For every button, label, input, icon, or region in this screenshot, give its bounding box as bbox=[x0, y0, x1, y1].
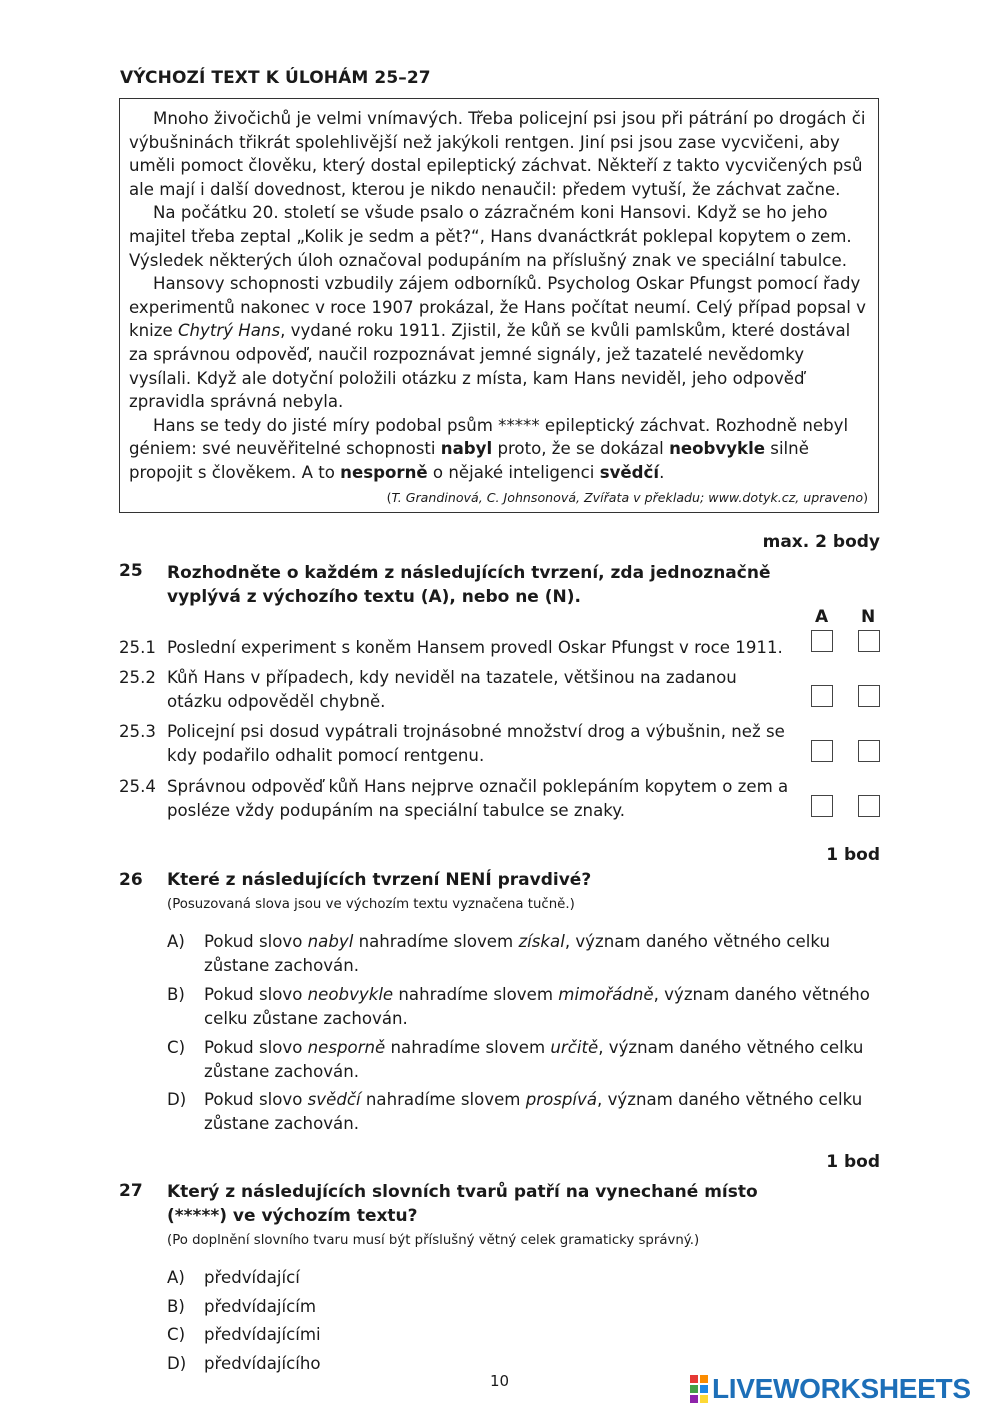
answer-box-25-1-a[interactable] bbox=[811, 630, 833, 652]
option-letter: D) bbox=[167, 1354, 187, 1373]
q25-points: max. 2 body bbox=[762, 532, 880, 552]
bold-word-nesporne: nesporně bbox=[340, 462, 428, 482]
q26-hint: (Posuzovaná slova jsou ve výchozím textu vyznačena tučně.) bbox=[167, 897, 575, 912]
option-letter: C) bbox=[167, 1325, 186, 1344]
q27-prompt: Který z následujících slovních tvarů patří na vynechané místo (*****) ve výchozím textu? bbox=[167, 1182, 758, 1226]
logo-square bbox=[690, 1375, 698, 1383]
liveworksheets-logo bbox=[690, 1373, 971, 1405]
q26-option-d[interactable]: Pokud slovo svědčí nahradíme slovem prospívá, význam daného větného celku zůstane zachován. bbox=[204, 1090, 863, 1133]
logo-square bbox=[700, 1395, 708, 1403]
statement-number: 25.3 bbox=[119, 722, 156, 741]
bold-word-svedci: svědčí bbox=[599, 462, 660, 482]
bold-word-neobvykle: neobvykle bbox=[669, 439, 766, 459]
book-title: Chytrý Hans bbox=[177, 321, 281, 341]
option-letter: B) bbox=[167, 1297, 185, 1316]
q26-points: 1 bod bbox=[826, 845, 880, 865]
page-heading: VÝCHOZÍ TEXT K ÚLOHÁM 25–27 bbox=[120, 68, 431, 88]
source-text-box bbox=[119, 98, 879, 513]
q27-option-d[interactable]: předvídajícího bbox=[204, 1354, 321, 1373]
answer-box-25-2-n[interactable] bbox=[858, 685, 880, 707]
answer-box-25-4-n[interactable] bbox=[858, 795, 880, 817]
text-paragraph-3: Hansovy schopnosti vzbudily zájem odborníků. Psycholog Oskar Pfungst pomocí řady experimentů nakonec v roce 1907 prokázal, že Hans počítat neumí. Celý případ popsal v knize Chytrý Hans, vydané roku 1911. Zjistil, že kůň se kvůli pamlskům, které dostával za správnou odpověď, naučil rozpoznávat jemné signály, jež tazatelé nevědomky vysílali. Když ale dotyční položili otázku z místa, kam Hans neviděl, jeho odpověď zpravidla správná nebyla. bbox=[129, 274, 866, 412]
option-letter: A) bbox=[167, 932, 185, 951]
q26-option-b[interactable]: Pokud slovo neobvykle nahradíme slovem mimořádně, význam daného větného celku zůstane zachován. bbox=[204, 985, 870, 1028]
q26-prompt: Které z následujících tvrzení NENÍ pravdivé? bbox=[167, 870, 592, 890]
q26-number: 26 bbox=[119, 870, 143, 890]
statement-text: Poslední experiment s koněm Hansem provedl Oskar Pfungst v roce 1911. bbox=[167, 638, 783, 657]
q25-number: 25 bbox=[119, 561, 143, 581]
page-number: 10 bbox=[490, 1372, 510, 1390]
column-n-header: N bbox=[861, 607, 876, 627]
q26-option-c[interactable]: Pokud slovo nesporně nahradíme slovem určitě, význam daného větného celku zůstane zachován. bbox=[204, 1038, 864, 1081]
answer-box-25-2-a[interactable] bbox=[811, 685, 833, 707]
logo-wordmark: LIVEWORKSHEETS bbox=[712, 1373, 971, 1404]
option-letter: C) bbox=[167, 1038, 186, 1057]
bold-word-nabyl: nabyl bbox=[440, 439, 493, 459]
statement-text: Policejní psi dosud vypátrali trojnásobné množství drog a výbušnin, než se kdy podařilo odhalit pomocí rentgenu. bbox=[167, 722, 785, 765]
text-paragraph-4: Hans se tedy do jisté míry podobal psům ***** epileptický záchvat. Rozhodně nebyl géniem: své neuvěřitelné schopnosti nabyl proto, že se dokázal neobvykle silně propojit s člověkem. A to nesporně o nějaké inteligenci svědčí. bbox=[129, 415, 849, 482]
answer-box-25-3-a[interactable] bbox=[811, 740, 833, 762]
q27-option-b[interactable]: předvídajícím bbox=[204, 1297, 316, 1316]
q27-option-a[interactable]: předvídající bbox=[204, 1268, 300, 1287]
statement-number: 25.1 bbox=[119, 638, 156, 657]
logo-square bbox=[690, 1395, 698, 1403]
logo-square bbox=[700, 1375, 708, 1383]
statement-text: Kůň Hans v případech, kdy neviděl na tazatele, většinou na zadanou otázku odpověděl chybně. bbox=[167, 668, 737, 711]
option-letter: D) bbox=[167, 1090, 187, 1109]
answer-box-25-4-a[interactable] bbox=[811, 795, 833, 817]
statement-text: Správnou odpověď kůň Hans nejprve označil poklepáním kopytem o zem a posléze vždy podupáním na speciální tabulce se znaky. bbox=[167, 777, 789, 820]
q25-prompt: Rozhodněte o každém z následujících tvrzení, zda jednoznačně vyplývá z výchozího textu (A), nebo ne (N). bbox=[167, 563, 771, 607]
statement-number: 25.2 bbox=[119, 668, 156, 687]
statement-number: 25.4 bbox=[119, 777, 156, 796]
answer-box-25-3-n[interactable] bbox=[858, 740, 880, 762]
q27-option-c[interactable]: předvídajícími bbox=[204, 1325, 321, 1344]
q27-number: 27 bbox=[119, 1181, 143, 1201]
q27-points: 1 bod bbox=[826, 1152, 880, 1172]
logo-square bbox=[700, 1385, 708, 1393]
source-citation: (T. Grandinová, C. Johnsonová, Zvířata v překladu; www.dotyk.cz, upraveno) bbox=[386, 489, 868, 505]
q27-hint: (Po doplnění slovního tvaru musí být příslušný větný celek gramaticky správný.) bbox=[167, 1233, 700, 1248]
text-paragraph-2: Na počátku 20. století se všude psalo o zázračném koni Hansovi. Když se ho jeho majitel třeba zeptal „Kolik je sedm a pět?“, Hans dvanáctkrát poklepal kopytem o zem. Výsledek některých úloh označoval podupáním na příslušný znak ve speciální tabulce. bbox=[129, 203, 852, 270]
text-paragraph-1: Mnoho živočichů je velmi vnímavých. Třeba policejní psi jsou při pátrání po drogách či výbušninách třikrát spolehlivější než jakýkoli rentgen. Jiní psi jsou zase vycvičeni, aby uměli pomoct člověku, který dostal epileptický záchvat. Někteří z takto vycvičených psů ale mají i další dovednost, kterou je nikdo nenaučil: předem vytuší, že záchvat začne. bbox=[129, 109, 866, 199]
option-letter: B) bbox=[167, 985, 185, 1004]
option-letter: A) bbox=[167, 1268, 185, 1287]
logo-square bbox=[690, 1385, 698, 1393]
column-a-header: A bbox=[815, 607, 829, 627]
q26-option-a[interactable]: Pokud slovo nabyl nahradíme slovem získal, význam daného větného celku zůstane zachován. bbox=[204, 932, 830, 975]
answer-box-25-1-n[interactable] bbox=[858, 630, 880, 652]
logo-grid-icon bbox=[690, 1375, 708, 1403]
